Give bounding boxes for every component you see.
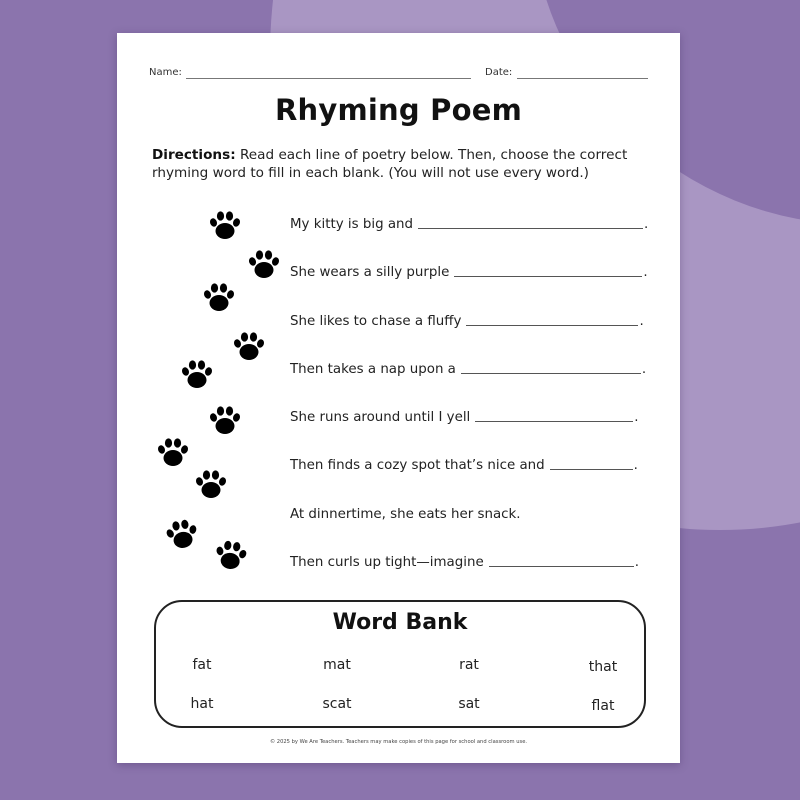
copyright-footer: © 2025 by We Are Teachers. Teachers may make copies of this page for school and classroom use.	[269, 739, 528, 745]
poem-text: My kitty is big and	[290, 217, 414, 232]
poem-text: She runs around until I yell	[290, 410, 471, 425]
worksheet-page	[117, 33, 680, 763]
word-bank-word: scat	[322, 696, 352, 712]
directions-text: Read each line of poetry below. Then, choose the correct rhyming word to fill in each blank. (You will not use every word.)	[152, 147, 628, 181]
word-bank-word: rat	[459, 657, 479, 673]
name-label: Name:	[149, 67, 182, 78]
poem-line-1	[290, 217, 648, 232]
paw-print-icon	[194, 467, 228, 501]
poem-text: Then curls up tight—imagine	[290, 555, 484, 570]
word-bank-title: Word Bank	[332, 610, 468, 635]
directions-label: Directions:	[152, 147, 236, 163]
period: .	[639, 314, 644, 329]
word-bank-word: mat	[323, 657, 351, 673]
answer-blank-6[interactable]	[550, 468, 633, 470]
word-bank-word: sat	[458, 696, 480, 712]
period: .	[644, 217, 649, 232]
answer-blank-2[interactable]	[454, 275, 642, 277]
period: .	[643, 265, 648, 280]
paw-print-icon	[247, 247, 281, 281]
answer-blank-1[interactable]	[418, 227, 643, 229]
period: .	[634, 410, 639, 425]
paw-print-icon	[212, 536, 250, 574]
poem-line-6	[290, 458, 638, 473]
poem-text: Then takes a nap upon a	[290, 362, 456, 377]
paw-print-icon	[162, 514, 201, 553]
poem-line-2	[290, 265, 648, 280]
date-field[interactable]	[517, 78, 648, 79]
poem-line-4	[290, 362, 646, 377]
name-field[interactable]	[186, 78, 471, 79]
word-bank-word: hat	[190, 696, 214, 712]
poem-text: At dinnertime, she eats her snack.	[290, 507, 521, 522]
poem-line-8	[290, 555, 639, 570]
answer-blank-4[interactable]	[461, 372, 641, 374]
directions	[152, 146, 652, 182]
poem-text: Then finds a cozy spot that’s nice and	[290, 458, 545, 473]
answer-blank-5[interactable]	[475, 420, 633, 422]
word-bank-word: flat	[591, 698, 615, 714]
page-title: Rhyming Poem	[274, 93, 522, 127]
answer-blank-8[interactable]	[489, 565, 634, 567]
date-label: Date:	[485, 67, 513, 78]
paw-print-icon	[202, 280, 236, 314]
poem-line-3	[290, 314, 644, 329]
paw-print-icon	[180, 357, 214, 391]
paw-print-icon	[156, 435, 190, 469]
period: .	[633, 458, 638, 473]
word-bank	[154, 600, 646, 728]
word-bank-word: fat	[192, 657, 212, 673]
word-bank-word: that	[588, 659, 618, 675]
poem-line-5	[290, 410, 639, 425]
period: .	[634, 555, 639, 570]
paw-print-icon	[208, 403, 242, 437]
poem-text: She likes to chase a fluffy	[290, 314, 462, 329]
poem-line-7	[290, 507, 521, 522]
paw-print-icon	[232, 329, 266, 363]
period: .	[641, 362, 647, 377]
answer-blank-3[interactable]	[466, 324, 638, 326]
paw-print-icon	[208, 208, 242, 242]
header-row	[149, 67, 648, 83]
poem-text: She wears a silly purple	[290, 265, 450, 280]
